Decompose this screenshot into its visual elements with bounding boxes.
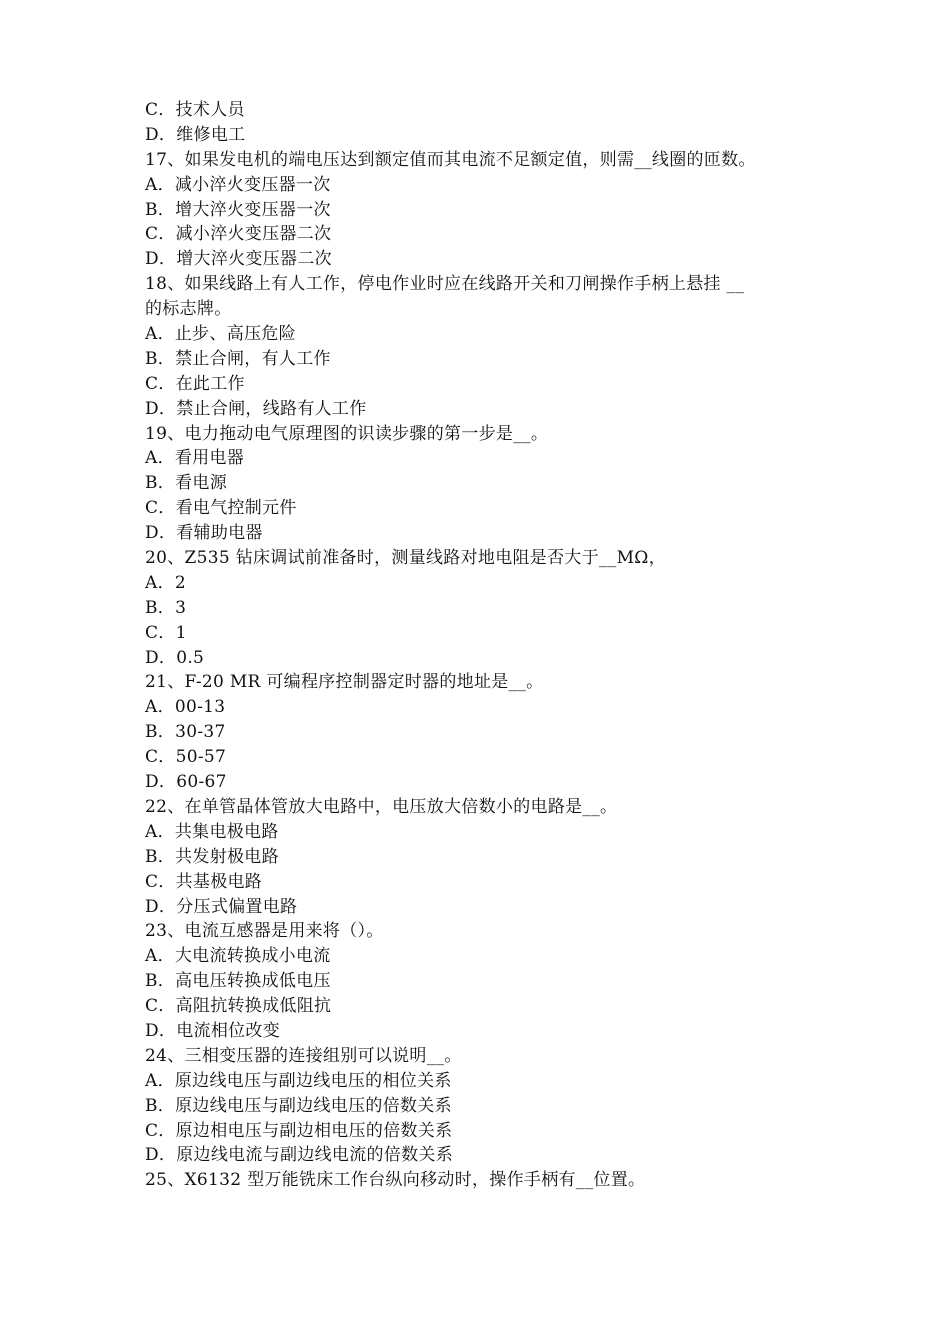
option-d-q24: D．原边线电流与副边线电流的倍数关系 [145,1145,454,1166]
option-a-q21: A．00-13 [145,697,226,718]
option-a-q17: A．减小淬火变压器一次 [145,174,331,195]
option-d-q19: D．看辅助电器 [145,523,263,544]
option-c-q22: C．共基极电路 [145,871,263,892]
option-c-q21: C．50-57 [145,747,227,768]
question-24: 24、三相变压器的连接组别可以说明__。 [145,1045,462,1066]
option-d-q16: D．维修电工 [145,124,246,145]
question-19: 19、电力拖动电气原理图的识读步骤的第一步是__。 [145,423,549,444]
option-d-q21: D．60-67 [145,772,227,793]
question-25: 25、X6132 型万能铣床工作台纵向移动时，操作手柄有__位置。 [145,1170,646,1191]
option-a-q20: A．2 [145,572,186,593]
option-d-q20: D．0.5 [145,647,205,668]
option-c-q17: C．减小淬火变压器二次 [145,224,332,245]
option-d-q18: D．禁止合闸，线路有人工作 [145,398,367,419]
option-c-q16: C．技术人员 [145,100,245,120]
option-d-q23: D．电流相位改变 [145,1020,281,1041]
option-d-q22: D．分压式偏置电路 [145,896,298,917]
option-b-q18: B．禁止合闸，有人工作 [145,348,331,369]
option-a-q23: A．大电流转换成小电流 [145,946,331,967]
question-17: 17、如果发电机的端电压达到额定值而其电流不足额定值，则需__线圈的匝数。 [145,149,756,170]
question-22: 22、在单管晶体管放大电路中，电压放大倍数小的电路是__。 [145,796,618,817]
question-20: 20、Z535 钻床调试前准备时，测量线路对地电阻是否大于__MΩ， [145,548,666,569]
option-b-q19: B．看电源 [145,473,227,494]
option-b-q22: B．共发射极电路 [145,846,279,867]
question-21: 21、F-20 MR 可编程序控制器定时器的地址是__。 [145,672,544,693]
option-b-q17: B．增大淬火变压器一次 [145,199,331,220]
option-b-q21: B．30-37 [145,722,226,743]
option-c-q19: C．看电气控制元件 [145,498,297,519]
option-d-q17: D．增大淬火变压器二次 [145,249,332,270]
document-page [145,98,825,1193]
question-23: 23、电流互感器是用来将（）。 [145,921,384,942]
option-b-q24: B．原边线电压与副边线电压的倍数关系 [145,1095,452,1116]
option-a-q19: A．看用电器 [145,448,245,469]
option-c-q23: C．高阻抗转换成低阻抗 [145,996,332,1017]
option-a-q18: A．止步、高压危险 [145,324,296,345]
option-c-q18: C．在此工作 [145,373,245,394]
option-b-q23: B．高电压转换成低电压 [145,971,331,992]
option-c-q24: C．原边相电压与副边相电压的倍数关系 [145,1120,453,1141]
option-a-q24: A．原边线电压与副边线电压的相位关系 [145,1070,452,1091]
option-b-q20: B．3 [145,597,187,618]
option-c-q20: C．1 [145,622,187,643]
option-a-q22: A．共集电极电路 [145,821,279,842]
question-18: 18、如果线路上有人工作，停电作业时应在线路开关和刀闸操作手柄上悬挂 __ [145,274,745,295]
question-18-continued: 的标志牌。 [145,299,232,320]
